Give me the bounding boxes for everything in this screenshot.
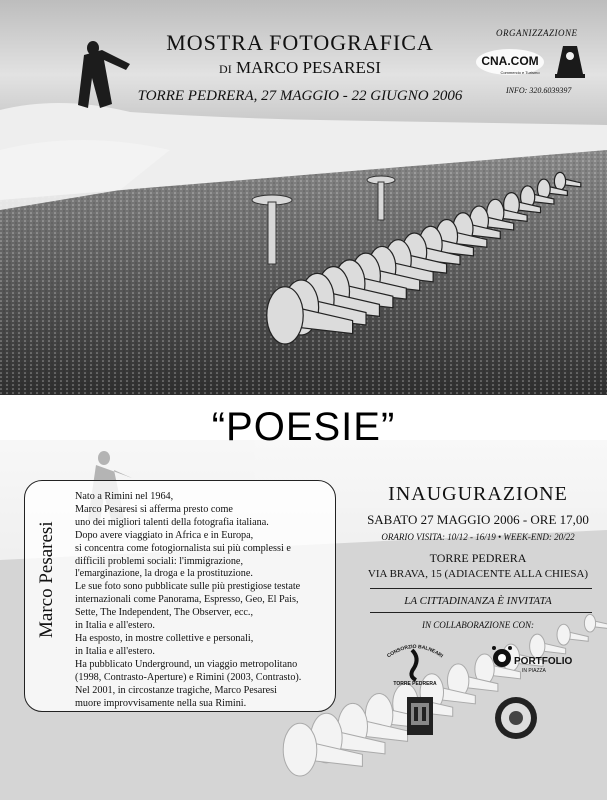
bio-line: Nato a Rimini nel 1964, bbox=[75, 491, 174, 502]
portfolio-sub-text: IN PIAZZA bbox=[522, 668, 546, 674]
cna-logo bbox=[474, 48, 546, 78]
photographer-name: MARCO PESARESI bbox=[235, 58, 381, 77]
photographer-line bbox=[120, 58, 480, 78]
title-di: DI bbox=[219, 62, 232, 76]
consorzio-bottom-text: TORRE PEDRERA bbox=[393, 681, 437, 686]
bio-line: Ha esposto, in mostre collettive e personali, bbox=[75, 632, 254, 644]
venue-address: VIA BRAVA, 15 (ADIACENTE ALLA CHIESA) bbox=[367, 568, 589, 580]
bell-logo-icon bbox=[553, 42, 587, 80]
venue-name: TORRE PEDRERA bbox=[429, 551, 527, 565]
bio-line: Le sue foto sono pubblicate sulle più prestigiose testate bbox=[75, 581, 301, 593]
umbrella-base-disc bbox=[283, 723, 317, 776]
umbrella-base-disc bbox=[267, 287, 303, 344]
exhibition-title: MOSTRA FOTOGRAFICA bbox=[166, 30, 434, 55]
bio-line: Sette, The Independent, The Observer, ecc., bbox=[75, 607, 253, 619]
bio-text bbox=[75, 491, 340, 710]
inauguration-heading: INAUGURAZIONE bbox=[388, 483, 568, 505]
bio-name: Marco Pesaresi bbox=[36, 521, 57, 638]
info-phone: INFO: 320.6039397 bbox=[506, 86, 572, 95]
divider bbox=[370, 612, 592, 613]
portfolio-in-piazza-logo bbox=[490, 640, 573, 680]
bio-line: l'emarginazione, la droga e la prostituzione. bbox=[75, 568, 253, 580]
bio-line: Nel 2001, in circostanze tragiche, Marco Pesaresi bbox=[75, 684, 277, 696]
bio-line: Dopo avere viaggiato in Africa e in Europa, bbox=[75, 529, 254, 541]
collaboration-label: IN COLLABORAZIONE CON: bbox=[421, 620, 534, 630]
bio-line: in Italia e all'estero. bbox=[75, 620, 155, 632]
main-title: “POESIE” bbox=[211, 405, 396, 449]
bio-line: Ha pubblicato Underground, un viaggio metropolitano bbox=[75, 658, 298, 670]
cna-logo-text: CNA.COM bbox=[481, 54, 539, 68]
bio-line: uno dei migliori talenti della fotografia italiana. bbox=[75, 516, 269, 528]
organizer-label: ORGANIZZAZIONE bbox=[496, 28, 578, 38]
circular-emblem-icon bbox=[494, 696, 538, 740]
cna-logo-sub: Commercio e Turismo bbox=[500, 70, 540, 75]
portfolio-text: PORTFOLIO bbox=[514, 656, 573, 667]
consorzio-top-text: CONSORZIO BALNEARI bbox=[386, 643, 444, 660]
municipal-seal-icon bbox=[405, 695, 435, 737]
bio-line: difficili problemi sociali: l'immigrazione, bbox=[75, 555, 244, 567]
inauguration-date: SABATO 27 MAGGIO 2006 - ORE 17,00 bbox=[367, 512, 589, 527]
bio-name-vertical bbox=[30, 488, 70, 638]
bio-line: internazionali come Panorama, Espresso, Geo, El Pais, bbox=[75, 594, 299, 606]
umbrella-base-disc bbox=[554, 172, 565, 190]
place-dates: TORRE PEDRERA, 27 MAGGIO - 22 GIUGNO 2006 bbox=[137, 88, 463, 104]
invitation-text: LA CITTADINANZA È INVITATA bbox=[404, 595, 552, 607]
divider bbox=[370, 588, 592, 589]
visiting-hours: ORARIO VISITA: 10/12 - 16/19 • WEEK-END: 20/22 bbox=[381, 532, 575, 542]
consorzio-balneari-logo bbox=[380, 636, 450, 686]
bio-line: Marco Pesaresi si afferma presto come bbox=[75, 503, 233, 515]
bio-line: in Italia e all'estero. bbox=[75, 645, 155, 657]
bio-line: muore improvvisamente nella sua Rimini. bbox=[75, 697, 247, 709]
bio-line: si concentra come fotogiornalista sui più complessi e bbox=[75, 542, 291, 554]
bio-line: (1998, Contrasto-Aperture) e Rimini (2003, Contrasto). bbox=[75, 671, 302, 683]
